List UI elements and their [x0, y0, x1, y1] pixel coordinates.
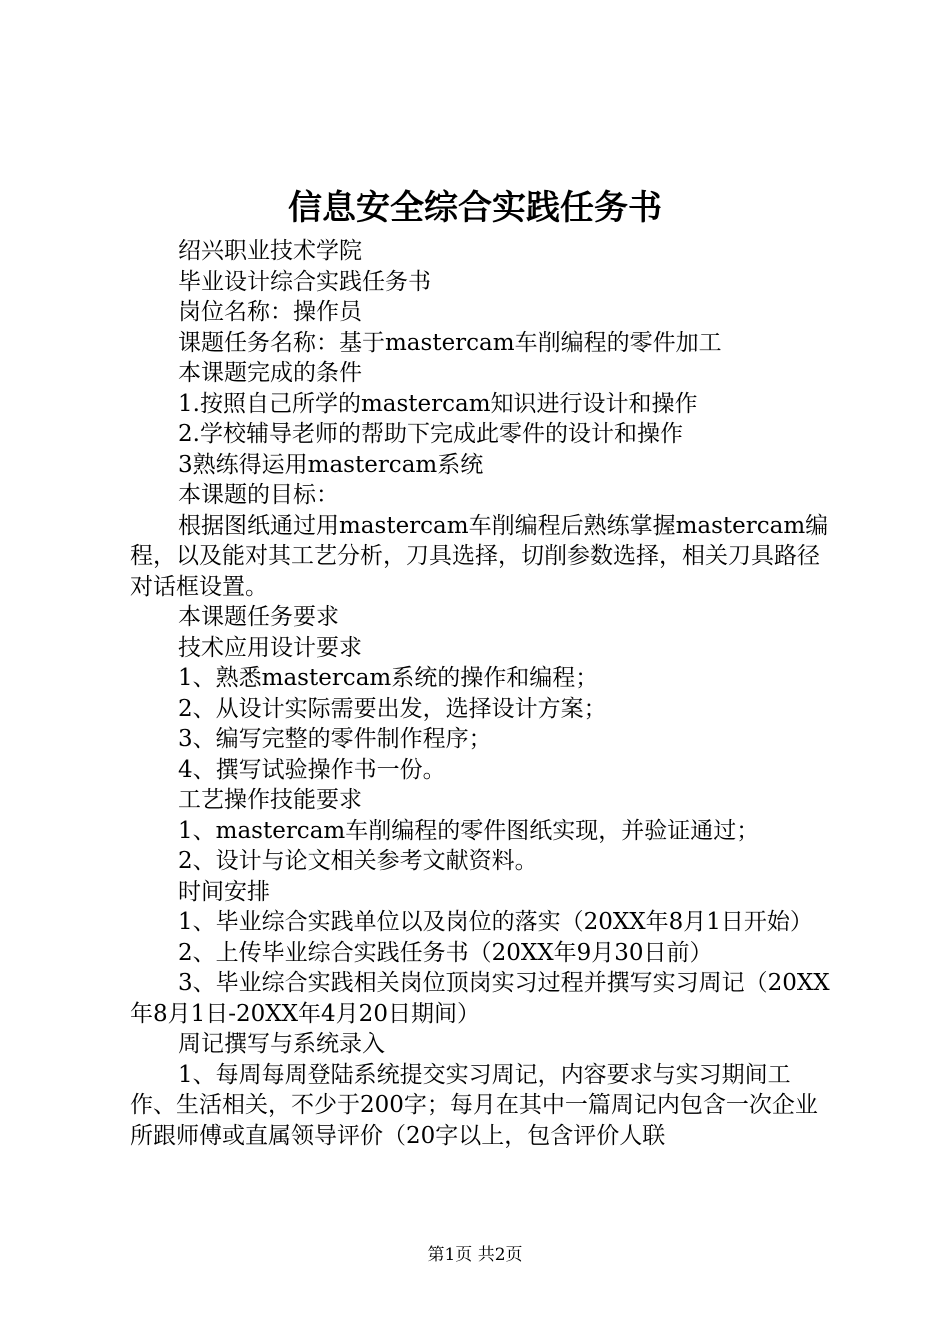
- paragraph: 课题任务名称：基于mastercam车削编程的零件加工: [178, 329, 722, 356]
- paragraph: 本课题完成的条件: [178, 360, 362, 386]
- paragraph: 1、毕业综合实践单位以及岗位的落实（20XX年8月1日开始）: [178, 909, 813, 935]
- paragraph: 时间安排: [178, 878, 270, 905]
- paragraph: 技术应用设计要求: [178, 634, 362, 661]
- paragraph: 4、撰写试验操作书一份。: [178, 756, 446, 783]
- paragraph: 岗位名称：操作员: [178, 299, 362, 325]
- paragraph: 绍兴职业技术学院: [178, 238, 362, 264]
- paragraph: 根据图纸通过用mastercam车削编程后熟练掌握mastercam编程，以及能对其工艺分析，刀具选择，切削参数选择，相关刀具路径对话框设置。: [130, 512, 829, 600]
- paragraph: 周记撰写与系统录入: [178, 1031, 385, 1057]
- paragraph: 2、从设计实际需要出发，选择设计方案；: [178, 695, 607, 722]
- paragraph: 本课题任务要求: [178, 604, 339, 630]
- paragraph: 1、熟悉mastercam系统的操作和编程；: [178, 665, 599, 691]
- paragraph: 3熟练得运用mastercam系统: [178, 451, 484, 478]
- paragraph: 本课题的目标：: [178, 482, 339, 508]
- paragraph: 工艺操作技能要求: [178, 787, 362, 813]
- paragraph: 2、设计与论文相关参考文献资料。: [178, 848, 538, 874]
- document-title: 信息安全综合实践任务书: [288, 188, 662, 228]
- document-body: [130, 236, 832, 1151]
- paragraph: 1、每周每周登陆系统提交实习周记，内容要求与实习期间工作、生活相关，不少于200字；每月在其中一篇周记内包含一次企业所跟师傅或直属领导评价（20字以上，包含评价人联: [130, 1061, 818, 1149]
- page-number-footer: 第1页 共2页: [427, 1245, 523, 1265]
- paragraph: 3、毕业综合实践相关岗位顶岗实习过程并撰写实习周记（20XX年8月1日-20XX年4月20日期间）: [130, 970, 830, 1027]
- paragraph: 2、上传毕业综合实践任务书（20XX年9月30日前）: [178, 939, 713, 966]
- paragraph: 3、编写完整的零件制作程序；: [178, 726, 492, 752]
- paragraph: 1.按照自己所学的mastercam知识进行设计和操作: [178, 390, 698, 417]
- paragraph: 毕业设计综合实践任务书: [178, 268, 431, 295]
- paragraph: 2.学校辅导老师的帮助下完成此零件的设计和操作: [178, 421, 683, 447]
- paragraph: 1、mastercam车削编程的零件图纸实现，并验证通过；: [178, 817, 760, 844]
